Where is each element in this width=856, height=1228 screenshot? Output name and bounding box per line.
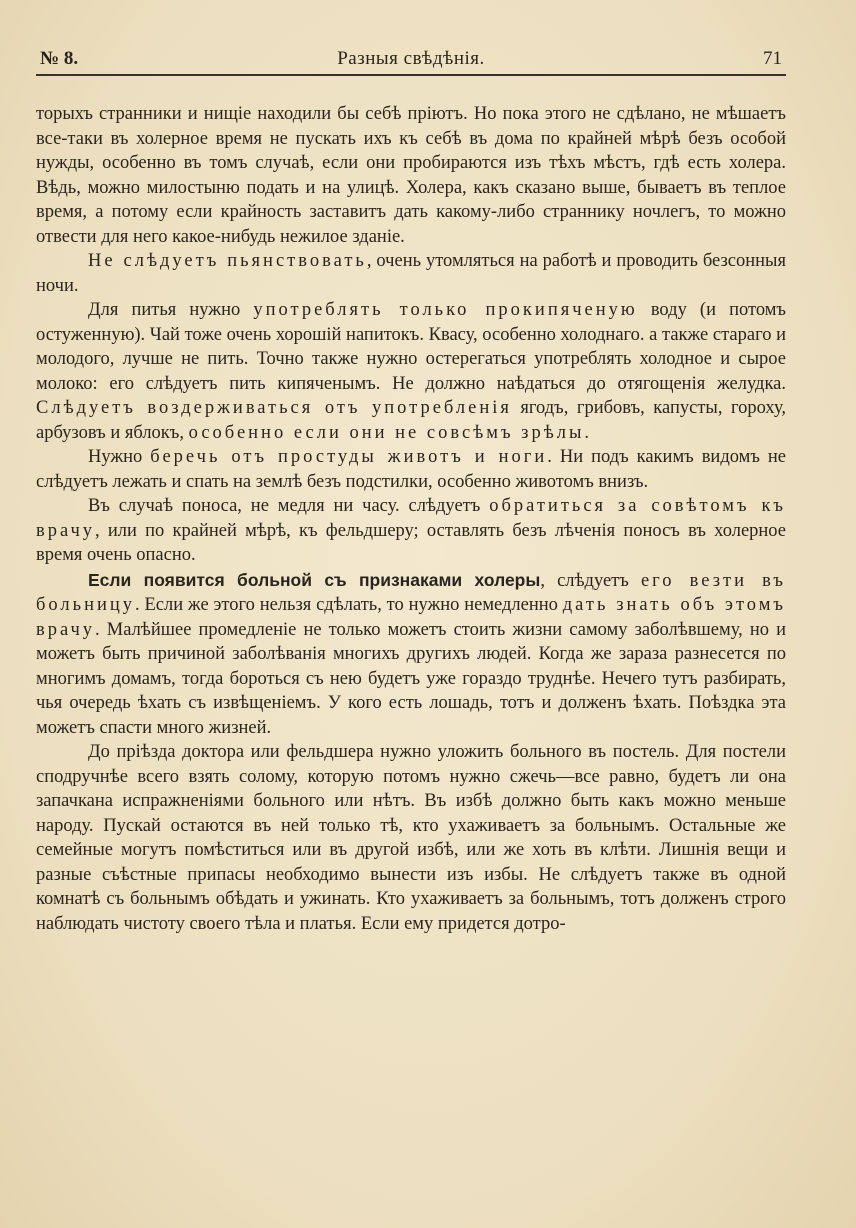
text-run: . Если же этого нельзя сдѣлать, то нужно немедленно — [135, 595, 563, 615]
text-run: . — [584, 422, 590, 443]
paragraph — [36, 102, 786, 249]
paragraph — [36, 740, 786, 936]
text-run: , или по крайней мѣрѣ, къ фельдшеру; оставлять безъ лѣченія поносъ въ холерное время очень опасно. — [36, 520, 786, 565]
spaced-phrase: Слѣдуетъ воздерживаться отъ употребленія — [36, 398, 512, 418]
spaced-phrase: употреблять только прокипяченую — [253, 300, 638, 320]
spaced-phrase: Не слѣдуетъ пьянствовать — [88, 251, 367, 271]
text-run: Для питья нужно — [88, 300, 254, 320]
bold-phrase: Если появится больной съ признаками холеры — [88, 569, 541, 590]
spaced-phrase: его везти въ больницу — [36, 570, 786, 615]
issue-number: № 8. — [40, 48, 79, 69]
spaced-phrase: особенно если они не совсѣмъ зрѣлы — [188, 422, 585, 443]
running-title: Разныя свѣдѣнія. — [337, 48, 485, 69]
spaced-phrase: обратиться за совѣтомъ къ врачу — [36, 496, 786, 541]
text-run: , слѣдуетъ — [540, 570, 641, 591]
text-run: торыхъ странники и нищіе находили бы себѣ пріютъ. Но пока этого не сдѣлано, не мѣшаетъ все-таки въ холерное время не пускать ихъ къ себѣ въ дома по крайней мѣрѣ безъ особой нужды, особенно въ томъ случаѣ, если они пробираются изъ тѣхъ мѣстъ, гдѣ есть холера. Вѣдь, можно милостыню подать и на улицѣ. Холера, какъ сказано выше, бываетъ въ теплое время, а потому если крайность заставитъ дать какому-либо страннику ночлегъ, то можно отвести для него какое-нибудь нежилое зданіе. — [36, 104, 786, 247]
paragraph — [36, 298, 786, 445]
text-run: воду (и потомъ остуженную). Чай тоже очень хорошій напитокъ. Квасу, особенно холоднаго. а также стараго и молодого, лучше не пить. Точно также нужно остерегаться употреблять холодное и сырое молоко: его слѣдуетъ пить кипяченымъ. Не должно наѣдаться до отягощенія желудка. — [36, 300, 787, 394]
text-run: Въ случаѣ поноса, не медля ни часу. слѣдуетъ — [88, 496, 490, 516]
text-run: , очень утомляться на работѣ и проводить безсонныя ночи. — [36, 251, 786, 296]
spaced-phrase: беречь отъ простуды животъ и ноги — [150, 447, 548, 467]
text-run: . Ни подъ какимъ видомъ не слѣдуетъ лежать и спать на землѣ безъ подстилки, особенно животомъ внизъ. — [36, 447, 786, 492]
paragraph — [36, 249, 786, 298]
text-run: . Малѣйшее промедленіе не только можетъ стоить жизни самому заболѣвшему, но и можетъ быть причиной заболѣванія многихъ другихъ людей. Когда же зараза разнесется по многимъ домамъ, тогда бороться съ нею будетъ уже гораздо труднѣе. Нечего тутъ разбирать, чья очередь ѣхать съ извѣщеніемъ. У кого есть лошадь, тотъ и долженъ ѣхать. Поѣздка эта можетъ спасти много жизней. — [36, 619, 786, 738]
spaced-phrase: дать знать объ этомъ врачу — [36, 595, 786, 640]
text-run: Нужно — [88, 447, 151, 467]
paragraph — [36, 568, 786, 741]
paragraph — [36, 494, 786, 568]
page-header — [36, 40, 786, 76]
text-run: ягодъ, грибовъ, капусты, гороху, арбузовъ и яблокъ, — [36, 398, 786, 443]
text-run: До пріѣзда доктора или фельдшера нужно уложить больного въ постель. Для постели сподручнѣе всего взять солому, которую потомъ нужно сжечь—все равно, будетъ ли она запачкана испражненіями больного или нѣтъ. Въ избѣ должно быть какъ можно меньше народу. Пускай остаются въ ней только тѣ, кто ухаживаетъ за больнымъ. Остальные же семейные могутъ помѣститься или въ другой избѣ, или же хоть въ клѣти. Лишнія вещи и разные съѣстные припасы необходимо вынести изъ избы. Не слѣдуетъ также въ одной комнатѣ съ больнымъ обѣдать и ужинать. Кто ухаживаетъ за больнымъ, тотъ долженъ строго наблюдать чистоту своего тѣла и платья. Если ему придется дотро- — [36, 742, 786, 934]
page-number: 71 — [763, 48, 782, 69]
page-body — [36, 102, 786, 936]
paragraph — [36, 445, 786, 494]
